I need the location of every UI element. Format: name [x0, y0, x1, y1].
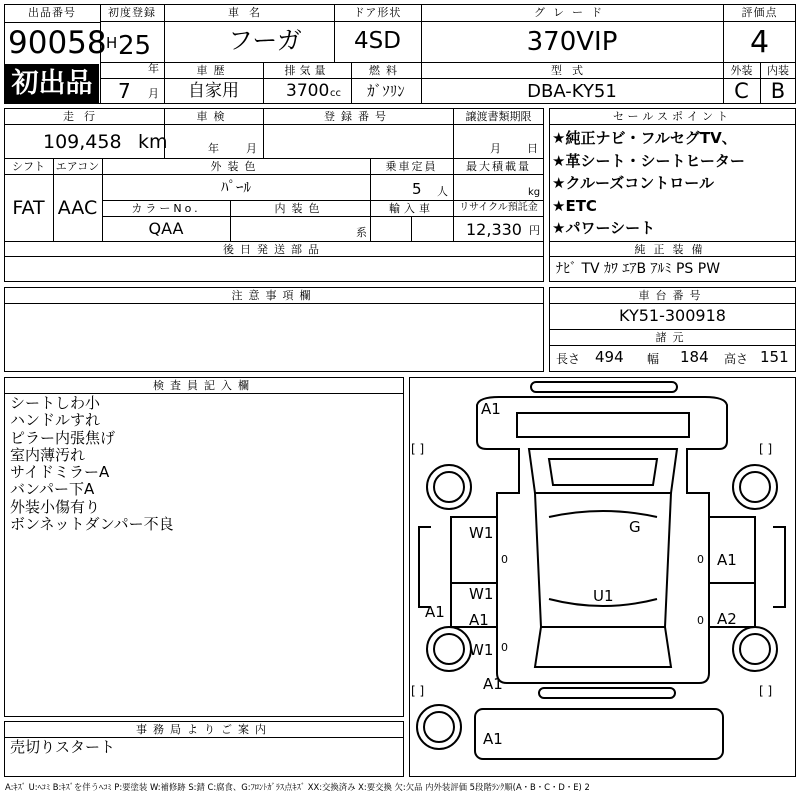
rule	[100, 62, 796, 63]
inspector-notes	[10, 395, 400, 533]
recycle-unit: 円	[529, 224, 540, 237]
damage-mark-windshield: G	[629, 518, 641, 536]
height-value: 151	[760, 348, 789, 366]
office-label: 事務局よりご案内	[136, 723, 272, 736]
height-label: 高さ	[724, 352, 749, 366]
sales-point: ★純正ナビ・フルセグTV、	[552, 129, 737, 147]
rule	[549, 256, 796, 257]
lot-label: 出品番号	[28, 6, 76, 19]
rule	[100, 78, 796, 79]
shift-label: シフト	[12, 160, 45, 173]
ext-label: 外装	[730, 64, 753, 77]
sales-point: ★ETC	[552, 196, 597, 215]
rule	[4, 158, 544, 159]
inspector-note: ハンドルすれ	[10, 411, 101, 430]
rule	[549, 345, 796, 346]
damage-mark-hood: A1	[481, 400, 501, 418]
spec-label: 諸元	[655, 331, 690, 344]
recycle-label: リサイクル預託金	[459, 202, 538, 213]
capacity-unit: 人	[437, 185, 448, 198]
rule	[4, 22, 100, 23]
inspector-note: 外装小傷有り	[10, 497, 101, 516]
damage-mark-zero: 0	[501, 641, 508, 654]
transfer-day: 日	[527, 142, 538, 155]
width-value: 184	[680, 348, 709, 366]
import-label: 輸入車	[389, 202, 434, 215]
damage-mark-left-rear-door: W1	[469, 585, 494, 603]
int-label: 内装	[767, 64, 789, 77]
model-label: 型式	[551, 64, 593, 77]
ext-value: C	[734, 79, 749, 103]
max-load-unit: kg	[528, 187, 541, 198]
inspector-note: バンパー下A	[10, 480, 95, 499]
reg-year: 25	[118, 31, 152, 61]
damage-mark-right-front-door: A1	[717, 551, 737, 569]
rule	[4, 174, 544, 175]
chassis-label: 車台番号	[638, 289, 707, 302]
bracket-mark: [ ]	[759, 684, 773, 698]
office-text: 売切りスタート	[10, 738, 116, 756]
score-value: 4	[749, 25, 770, 60]
color-label: 外装色	[210, 160, 262, 173]
fuel-value: ｶﾞｿﾘﾝ	[367, 82, 405, 100]
first-listing-text: 初出品	[11, 68, 93, 99]
rule	[549, 303, 796, 304]
chassis-number: KY51-300918	[619, 306, 726, 325]
length-label: 長さ	[556, 352, 581, 366]
rule	[102, 200, 544, 201]
inspector-label: 検査員記入欄	[153, 379, 255, 392]
damage-mark-right-rear-door: A2	[717, 610, 737, 628]
reg-month: 7	[118, 79, 131, 103]
max-load-label: 最大積載量	[466, 160, 531, 173]
door-label: ドア形状	[353, 6, 402, 19]
transfer-label: 譲渡書類期限	[465, 110, 532, 123]
width-label: 幅	[647, 352, 660, 366]
sales-points-label: セールスポイント	[612, 110, 732, 123]
color-no-value: QAA	[148, 219, 184, 238]
inspector-note: 室内薄汚れ	[10, 445, 86, 464]
grade-label: グレード	[534, 6, 610, 19]
inspection-month: 月	[246, 142, 257, 155]
damage-mark-zero: 0	[697, 553, 704, 566]
inspector-note: サイドミラーA	[10, 463, 110, 482]
door-value: 4SD	[354, 28, 401, 54]
later-parts-label: 後日発送部品	[223, 243, 325, 256]
damage-mark-left-rear-panel: A1	[469, 611, 489, 629]
equipment-items: ﾅﾋﾞ TV ｶﾜ ｴｱB ｱﾙﾐ PS PW	[556, 261, 721, 277]
transfer-month: 月	[490, 142, 501, 155]
rule	[549, 329, 796, 330]
capacity-value: 5	[412, 180, 422, 198]
damage-mark-left-sill: A1	[425, 603, 445, 621]
car-damage-diagram	[409, 377, 796, 777]
era: H	[106, 34, 118, 52]
sales-point: ★クルーズコントロール	[552, 174, 714, 192]
displacement-value: 3700	[286, 81, 330, 101]
length-value: 494	[595, 348, 624, 366]
rule	[411, 216, 412, 241]
sales-point: ★パワーシート	[552, 219, 656, 237]
mileage-label: 走行	[63, 110, 105, 123]
rule	[100, 21, 796, 22]
int-color-label: 内装色	[274, 202, 326, 215]
bracket-mark: [ ]	[411, 684, 425, 698]
inspector-note: シートしわ小	[10, 394, 101, 412]
damage-mark-left-front-door: W1	[469, 524, 494, 542]
bracket-mark: [ ]	[411, 442, 425, 456]
reg-number-label: 登録番号	[324, 110, 392, 123]
rule	[549, 241, 796, 242]
int-color-unit: 系	[356, 226, 367, 239]
color-no-label: カラーNo.	[131, 202, 201, 215]
shift-value: FAT	[12, 197, 45, 219]
history-value: 自家用	[188, 81, 239, 101]
car-name-label: 車名	[228, 6, 270, 19]
ac-label: エアコン	[55, 160, 100, 173]
equipment-label: 純正装備	[634, 243, 711, 256]
legend-text: A:ｷｽﾞ U:ﾍｺﾐ B:ｷｽﾞを伴うﾍｺﾐ P:要塗装 W:補修跡 S:錆 C:腐食、G:ﾌﾛﾝﾄｶﾞﾗｽ点ｷｽﾞ XX:交換済み X:要交換 欠:欠品 内外装評価 5段階ﾗﾝｸ順(A・B・C・D・E) 2	[5, 782, 590, 792]
rule	[4, 303, 544, 304]
month-unit: 月	[148, 87, 159, 100]
score-label: 評価点	[741, 6, 778, 19]
first-reg-label: 初度登録	[108, 6, 156, 19]
inspection-year: 年	[208, 142, 219, 155]
inspection-label: 車検	[196, 110, 231, 123]
damage-mark-zero: 0	[697, 614, 704, 627]
caution-label: 注意事項欄	[231, 289, 317, 302]
recycle-value: 12,330	[466, 220, 522, 239]
damage-mark-trunk: A1	[483, 675, 503, 693]
model-value: DBA-KY51	[527, 81, 617, 102]
mileage-unit: km	[138, 131, 168, 153]
rule	[4, 124, 544, 125]
ac-value: AAC	[57, 197, 98, 219]
bracket-mark: [ ]	[759, 442, 773, 456]
fuel-label: 燃料	[369, 64, 403, 77]
displacement-label: 排気量	[284, 64, 330, 77]
grade-value: 370VIP	[526, 27, 618, 57]
rule	[102, 216, 544, 217]
rule	[549, 124, 796, 125]
year-unit: 年	[148, 62, 159, 75]
damage-mark-zero: 0	[501, 553, 508, 566]
damage-mark-left-quarter: W1	[469, 641, 494, 659]
history-label: 車歴	[196, 64, 231, 77]
inspector-note: ピラー内張焦げ	[10, 428, 116, 447]
rule	[4, 256, 544, 257]
sales-point: ★革シート・シートヒーター	[552, 151, 745, 170]
mileage-value: 109,458	[43, 131, 122, 153]
sales-points-list	[552, 127, 796, 240]
car-name: フーガ	[228, 26, 302, 55]
capacity-label: 乗車定員	[385, 160, 438, 173]
displacement-unit: cc	[330, 88, 341, 99]
color-value: ﾊﾟｰﾙ	[220, 178, 251, 196]
inspector-note: ボンネットダンパー不良	[10, 515, 174, 534]
lot-number: 90058	[8, 25, 107, 61]
int-value: B	[770, 79, 786, 103]
rule	[4, 241, 544, 242]
damage-mark-roof: U1	[593, 587, 614, 605]
damage-mark-rear-bumper: A1	[483, 730, 503, 748]
